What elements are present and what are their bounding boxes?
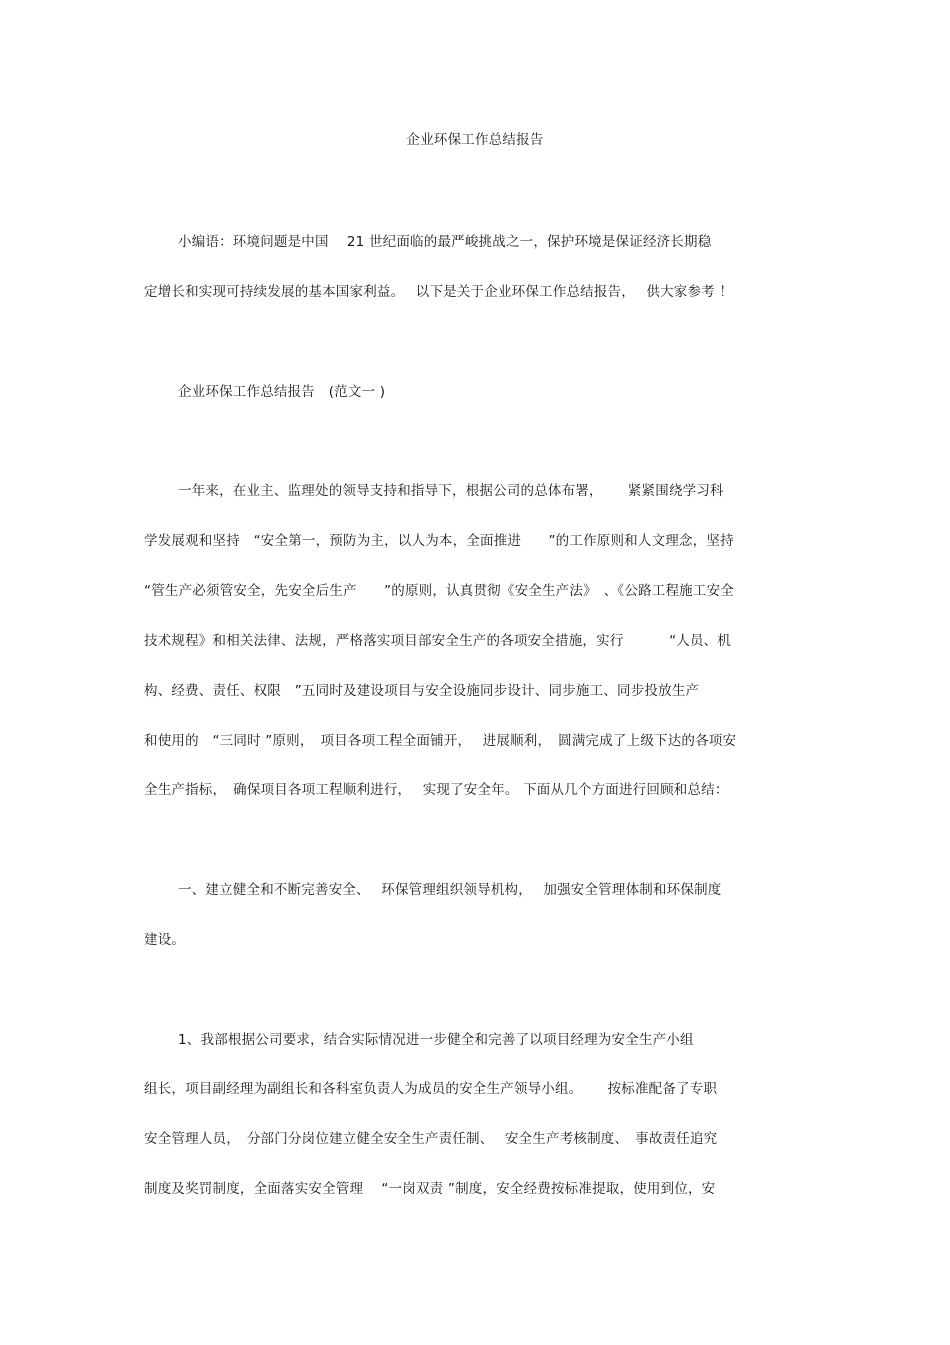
paragraph-line: 构、经费、责任、权限 ”五同时及建设项目与安全设施同步设计、同步施工、同步投放生产 bbox=[144, 683, 700, 699]
paragraph-line: 和使用的 “三同时 ”原则， 项目各项工程全面铺开， 进展顺利， 圆满完成了上级下达的各项安 bbox=[144, 733, 737, 749]
paragraph-line: 组长，项目副经理为副组长和各科室负责人为成员的安全生产领导小组。 按标准配备了专职 bbox=[144, 1081, 718, 1097]
paragraph-line: 全生产指标， 确保项目各项工程顺利进行， 实现了安全年。 下面从几个方面进行回顾和总结： bbox=[144, 782, 729, 798]
document-title: 企业环保工作总结报告 bbox=[406, 132, 544, 148]
intro-line-1: 小编语：环境问题是中国 21 世纪面临的最严峻挑战之一，保护环境是保证经济长期稳 bbox=[178, 234, 712, 250]
paragraph-line: “管生产必须管安全，先安全后生产 ”的原则，认真贯彻《安全生产法》 、《公路工程施工安全 bbox=[144, 583, 734, 599]
paragraph-line: 1、我部根据公司要求，结合实际情况进一步健全和完善了以项目经理为安全生产小组 bbox=[178, 1032, 694, 1048]
paragraph-line: 制度及奖罚制度，全面落实安全管理 “一岗双责 ”制度，安全经费按标准提取，使用到位，安 bbox=[144, 1181, 716, 1197]
subsection-heading: 一、建立健全和不断完善安全、 环保管理组织领导机构， 加强安全管理体制和环保制度 bbox=[178, 882, 722, 898]
paragraph-line: 一年来，在业主、监理处的领导支持和指导下，根据公司的总体布署， 紧紧围绕学习科 bbox=[178, 483, 724, 499]
subsection-heading-cont: 建设。 bbox=[144, 932, 186, 948]
section-heading: 企业环保工作总结报告 (范文一 ) bbox=[178, 384, 386, 400]
intro-line-2: 定增长和实现可持续发展的基本国家利益。 以下是关于企业环保工作总结报告， 供大家参考 ！ bbox=[144, 284, 734, 300]
paragraph-line: 安全管理人员， 分部门分岗位建立健全安全生产责任制、 安全生产考核制度、 事故责任追究 bbox=[144, 1131, 718, 1147]
paragraph-line: 技术规程》和相关法律、法规，严格落实项目部安全生产的各项安全措施，实行 “人员、机 bbox=[144, 633, 732, 649]
paragraph-line: 学发展观和坚持 “安全第一，预防为主，以人为本，全面推进 ”的工作原则和人文理念，坚持 bbox=[144, 533, 734, 549]
